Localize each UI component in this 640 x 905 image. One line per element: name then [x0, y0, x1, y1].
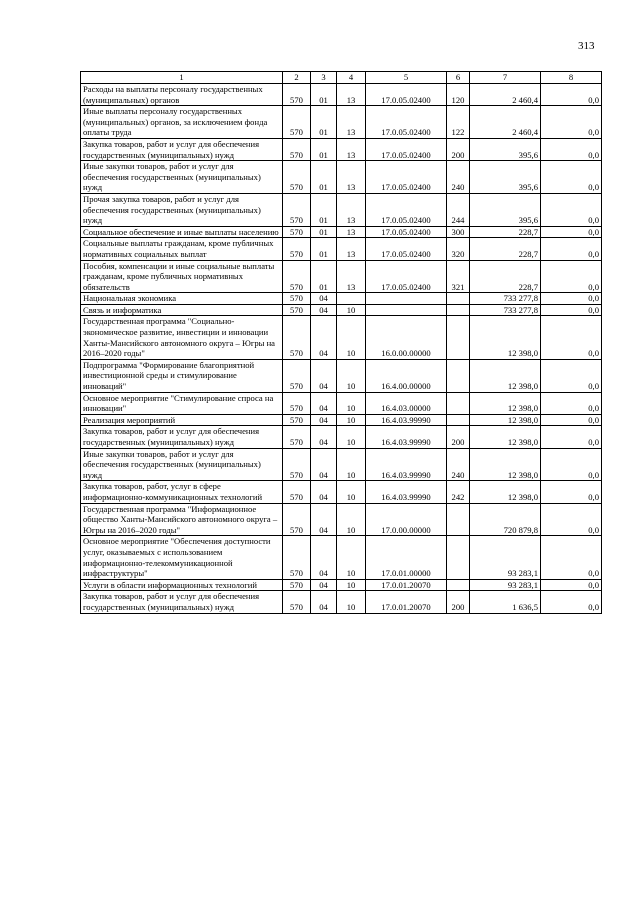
col-3: 01	[311, 193, 337, 226]
row-name: Закупка товаров, работ, услуг в сфере информационно-коммуникационных технологий	[81, 481, 283, 503]
col-6	[447, 392, 470, 414]
col-5: 16.4.00.00000	[366, 359, 447, 392]
col-4: 10	[337, 579, 366, 591]
col-7: 12 398,0	[470, 414, 541, 426]
table-header-row	[81, 72, 602, 84]
table-row	[81, 503, 602, 536]
table-row	[81, 161, 602, 194]
col-8: 0,0	[541, 392, 602, 414]
header-cell: 1	[81, 72, 283, 84]
row-name: Основное мероприятие "Стимулирование спроса на инновации"	[81, 392, 283, 414]
table-row	[81, 238, 602, 260]
col-7: 2 460,4	[470, 106, 541, 139]
col-3: 01	[311, 138, 337, 160]
col-4: 10	[337, 392, 366, 414]
col-8: 0,0	[541, 579, 602, 591]
col-5: 16.4.03.99990	[366, 481, 447, 503]
table-row	[81, 293, 602, 305]
budget-table	[80, 71, 602, 614]
col-2: 570	[283, 536, 311, 579]
col-6: 244	[447, 193, 470, 226]
col-3: 04	[311, 579, 337, 591]
col-8: 0,0	[541, 138, 602, 160]
col-6	[447, 414, 470, 426]
col-7: 12 398,0	[470, 448, 541, 481]
row-name: Реализация мероприятий	[81, 414, 283, 426]
col-5: 16.0.00.00000	[366, 316, 447, 359]
row-name: Пособия, компенсации и иные социальные выплаты гражданам, кроме публичных нормативных обязательств	[81, 260, 283, 293]
col-3: 01	[311, 106, 337, 139]
row-name: Подпрограмма "Формирование благоприятной инвестиционной среды и стимулирование инноваций"	[81, 359, 283, 392]
col-7: 2 460,4	[470, 84, 541, 106]
col-6: 240	[447, 161, 470, 194]
col-2: 570	[283, 591, 311, 613]
col-6: 200	[447, 426, 470, 448]
header-cell: 8	[541, 72, 602, 84]
row-name: Услуги в области информационных технологий	[81, 579, 283, 591]
col-5: 17.0.05.02400	[366, 138, 447, 160]
row-name: Социальное обеспечение и иные выплаты населению	[81, 226, 283, 238]
row-name: Социальные выплаты гражданам, кроме публичных нормативных социальных выплат	[81, 238, 283, 260]
col-2: 570	[283, 138, 311, 160]
table-row	[81, 106, 602, 139]
col-6: 242	[447, 481, 470, 503]
col-4: 13	[337, 138, 366, 160]
col-3: 01	[311, 260, 337, 293]
col-5: 16.4.03.99990	[366, 414, 447, 426]
col-8: 0,0	[541, 161, 602, 194]
col-4: 10	[337, 414, 366, 426]
col-8: 0,0	[541, 260, 602, 293]
col-3: 01	[311, 84, 337, 106]
col-6	[447, 579, 470, 591]
col-6: 200	[447, 138, 470, 160]
col-2: 570	[283, 359, 311, 392]
table-row	[81, 579, 602, 591]
col-2: 570	[283, 304, 311, 316]
col-7: 733 277,8	[470, 304, 541, 316]
row-name: Прочая закупка товаров, работ и услуг для обеспечения государственных (муниципальных) нужд	[81, 193, 283, 226]
col-4: 10	[337, 426, 366, 448]
col-3: 01	[311, 238, 337, 260]
col-5: 17.0.05.02400	[366, 238, 447, 260]
col-5: 17.0.05.02400	[366, 106, 447, 139]
col-2: 570	[283, 238, 311, 260]
col-2: 570	[283, 316, 311, 359]
col-6: 320	[447, 238, 470, 260]
header-cell: 3	[311, 72, 337, 84]
row-name: Иные закупки товаров, работ и услуг для обеспечения государственных (муниципальных) нужд	[81, 448, 283, 481]
col-4: 10	[337, 448, 366, 481]
col-5: 16.4.03.99990	[366, 426, 447, 448]
table-row	[81, 392, 602, 414]
col-6: 321	[447, 260, 470, 293]
col-6: 200	[447, 591, 470, 613]
col-7: 733 277,8	[470, 293, 541, 305]
col-8: 0,0	[541, 359, 602, 392]
col-8: 0,0	[541, 481, 602, 503]
col-3: 04	[311, 503, 337, 536]
col-6: 122	[447, 106, 470, 139]
table-row	[81, 84, 602, 106]
row-name: Основное мероприятие "Обеспечения доступности услуг, оказываемых с использованием информационно-телекоммуникационной инфраструктуры"	[81, 536, 283, 579]
col-2: 570	[283, 106, 311, 139]
col-8: 0,0	[541, 426, 602, 448]
col-4	[337, 293, 366, 305]
col-4: 10	[337, 591, 366, 613]
row-name: Иные выплаты персоналу государственных (муниципальных) органов, за исключением фонда оплаты труда	[81, 106, 283, 139]
col-3: 04	[311, 392, 337, 414]
col-7: 228,7	[470, 226, 541, 238]
col-5: 17.0.05.02400	[366, 260, 447, 293]
col-4: 13	[337, 193, 366, 226]
header-cell: 2	[283, 72, 311, 84]
row-name: Закупка товаров, работ и услуг для обеспечения государственных (муниципальных) нужд	[81, 591, 283, 613]
col-8: 0,0	[541, 536, 602, 579]
col-7: 12 398,0	[470, 426, 541, 448]
col-7: 93 283,1	[470, 579, 541, 591]
col-4: 13	[337, 260, 366, 293]
table-row	[81, 448, 602, 481]
table-row	[81, 316, 602, 359]
row-name: Связь и информатика	[81, 304, 283, 316]
col-2: 570	[283, 448, 311, 481]
col-3: 04	[311, 414, 337, 426]
table-row	[81, 193, 602, 226]
col-3: 01	[311, 161, 337, 194]
row-name: Иные закупки товаров, работ и услуг для обеспечения государственных (муниципальных) нужд	[81, 161, 283, 194]
col-3: 04	[311, 304, 337, 316]
col-5: 17.0.05.02400	[366, 84, 447, 106]
col-4: 13	[337, 161, 366, 194]
col-8: 0,0	[541, 304, 602, 316]
col-8: 0,0	[541, 316, 602, 359]
table-row	[81, 138, 602, 160]
col-5: 17.0.05.02400	[366, 161, 447, 194]
col-3: 04	[311, 448, 337, 481]
col-8: 0,0	[541, 448, 602, 481]
col-8: 0,0	[541, 591, 602, 613]
col-2: 570	[283, 161, 311, 194]
col-8: 0,0	[541, 84, 602, 106]
header-cell: 5	[366, 72, 447, 84]
col-4: 10	[337, 481, 366, 503]
table-row	[81, 414, 602, 426]
row-name: Национальная экономика	[81, 293, 283, 305]
row-name: Государственная программа "Информационное общество Ханты-Мансийского автономного округа – Югры на 2016–2020 годы"	[81, 503, 283, 536]
col-8: 0,0	[541, 238, 602, 260]
col-2: 570	[283, 481, 311, 503]
col-5: 17.0.01.20070	[366, 579, 447, 591]
col-6: 300	[447, 226, 470, 238]
col-5: 17.0.01.20070	[366, 591, 447, 613]
col-4: 13	[337, 238, 366, 260]
col-3: 04	[311, 426, 337, 448]
col-7: 395,6	[470, 161, 541, 194]
col-2: 570	[283, 414, 311, 426]
col-4: 13	[337, 84, 366, 106]
table-row	[81, 426, 602, 448]
col-6	[447, 536, 470, 579]
col-5: 17.0.05.02400	[366, 193, 447, 226]
header-cell: 4	[337, 72, 366, 84]
col-7: 720 879,8	[470, 503, 541, 536]
col-3: 04	[311, 536, 337, 579]
col-7: 12 398,0	[470, 392, 541, 414]
col-4: 10	[337, 503, 366, 536]
col-5: 16.4.03.99990	[366, 448, 447, 481]
table-row	[81, 359, 602, 392]
col-4: 10	[337, 536, 366, 579]
col-2: 570	[283, 226, 311, 238]
col-7: 228,7	[470, 238, 541, 260]
col-4: 10	[337, 316, 366, 359]
col-6	[447, 359, 470, 392]
table-row	[81, 226, 602, 238]
table-row	[81, 260, 602, 293]
col-5: 17.0.01.00000	[366, 536, 447, 579]
col-6	[447, 304, 470, 316]
col-5	[366, 293, 447, 305]
col-3: 04	[311, 359, 337, 392]
row-name: Государственная программа "Социально-экономическое развитие, инвестиции и инновации Ханты-Мансийского автономного округа – Югры на 2016–2020 годы"	[81, 316, 283, 359]
col-2: 570	[283, 392, 311, 414]
col-8: 0,0	[541, 226, 602, 238]
col-2: 570	[283, 503, 311, 536]
col-7: 1 636,5	[470, 591, 541, 613]
col-6: 240	[447, 448, 470, 481]
col-8: 0,0	[541, 293, 602, 305]
row-name: Закупка товаров, работ и услуг для обеспечения государственных (муниципальных) нужд	[81, 138, 283, 160]
col-5: 17.0.05.02400	[366, 226, 447, 238]
col-5: 17.0.00.00000	[366, 503, 447, 536]
col-7: 12 398,0	[470, 481, 541, 503]
col-3: 01	[311, 226, 337, 238]
table-row	[81, 591, 602, 613]
header-cell: 7	[470, 72, 541, 84]
col-5: 16.4.03.00000	[366, 392, 447, 414]
col-3: 04	[311, 591, 337, 613]
row-name: Расходы на выплаты персоналу государственных (муниципальных) органов	[81, 84, 283, 106]
col-2: 570	[283, 193, 311, 226]
col-3: 04	[311, 316, 337, 359]
col-6: 120	[447, 84, 470, 106]
col-7: 12 398,0	[470, 359, 541, 392]
col-8: 0,0	[541, 193, 602, 226]
col-8: 0,0	[541, 414, 602, 426]
table-row	[81, 304, 602, 316]
col-6	[447, 316, 470, 359]
col-4: 10	[337, 304, 366, 316]
table-row	[81, 536, 602, 579]
col-7: 395,6	[470, 193, 541, 226]
header-cell: 6	[447, 72, 470, 84]
col-8: 0,0	[541, 503, 602, 536]
col-4: 13	[337, 106, 366, 139]
col-4: 13	[337, 226, 366, 238]
row-name: Закупка товаров, работ и услуг для обеспечения государственных (муниципальных) нужд	[81, 426, 283, 448]
col-2: 570	[283, 84, 311, 106]
col-5	[366, 304, 447, 316]
page-number: 313	[578, 40, 595, 52]
col-3: 04	[311, 481, 337, 503]
col-2: 570	[283, 293, 311, 305]
col-2: 570	[283, 579, 311, 591]
col-6	[447, 503, 470, 536]
col-4: 10	[337, 359, 366, 392]
col-8: 0,0	[541, 106, 602, 139]
col-3: 04	[311, 293, 337, 305]
col-7: 395,6	[470, 138, 541, 160]
col-7: 93 283,1	[470, 536, 541, 579]
col-7: 12 398,0	[470, 316, 541, 359]
col-2: 570	[283, 426, 311, 448]
col-6	[447, 293, 470, 305]
col-7: 228,7	[470, 260, 541, 293]
col-2: 570	[283, 260, 311, 293]
table-row	[81, 481, 602, 503]
